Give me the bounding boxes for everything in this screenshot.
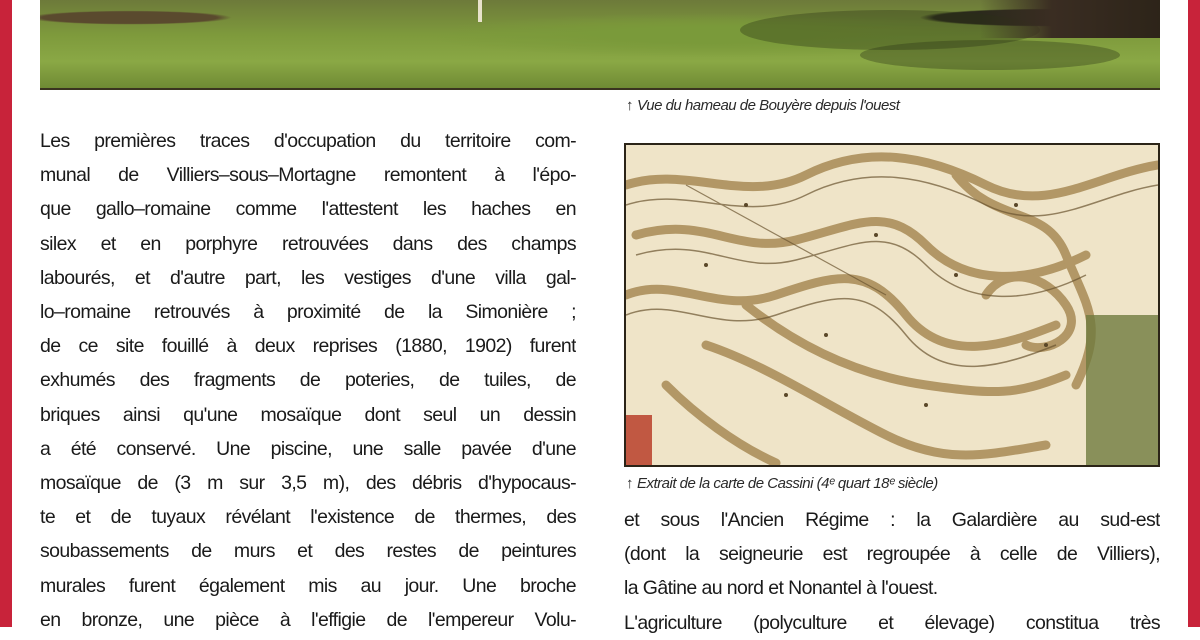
text-line: munal de Villiers–sous–Mortagne remontent à l'épo- bbox=[40, 164, 576, 187]
left-text-column bbox=[40, 124, 576, 637]
text-line: labourés, et d'autre part, les vestiges d'une villa gal- bbox=[40, 266, 576, 289]
up-arrow-icon: ↑ bbox=[626, 97, 633, 114]
text-line: L'agriculture (polyculture et élevage) constitua très bbox=[624, 611, 1160, 634]
right-paragraph bbox=[624, 503, 1160, 640]
text-line: (dont la seigneurie est regroupée à celle de Villiers), bbox=[624, 543, 1160, 566]
photo-caption bbox=[626, 97, 899, 114]
red-frame-left bbox=[0, 0, 12, 627]
text-line: en bronze, une pièce à l'effigie de l'empereur Volu- bbox=[40, 608, 576, 631]
cassini-map-image bbox=[624, 143, 1160, 467]
left-paragraph bbox=[40, 124, 576, 637]
text-line: soubassements de murs et des restes de peintures bbox=[40, 540, 576, 563]
hamlet-photo bbox=[40, 0, 1160, 90]
text-line: de ce site fouillé à deux reprises (1880, 1902) furent bbox=[40, 335, 576, 358]
up-arrow-icon: ↑ bbox=[626, 475, 633, 492]
map-caption bbox=[626, 475, 938, 492]
text-line: a été conservé. Une piscine, une salle pavée d'une bbox=[40, 437, 576, 460]
map-drawing bbox=[626, 145, 1158, 465]
text-line: mosaïque de (3 m sur 3,5 m), des débris d'hypocaus- bbox=[40, 472, 576, 495]
right-text-column bbox=[624, 503, 1160, 640]
red-frame-right bbox=[1188, 0, 1200, 627]
text-line: Les premières traces d'occupation du territoire com- bbox=[40, 130, 576, 152]
text-line: exhumés des fragments de poteries, de tuiles, de bbox=[40, 369, 576, 392]
text-line: silex et en porphyre retrouvées dans des champs bbox=[40, 232, 576, 255]
text-line: que gallo–romaine comme l'attestent les haches en bbox=[40, 198, 576, 221]
text-line: lo–romaine retrouvés à proximité de la Simonière ; bbox=[40, 301, 576, 324]
text-line: et sous l'Ancien Régime : la Galardière au sud-est bbox=[624, 509, 1160, 531]
text-line: murales furent également mis au jour. Une broche bbox=[40, 574, 576, 597]
photo-caption-text: Vue du hameau de Bouyère depuis l'ouest bbox=[637, 97, 900, 114]
text-line: la Gâtine au nord et Nonantel à l'ouest. bbox=[624, 577, 938, 600]
map-caption-text: Extrait de la carte de Cassini (4ᵉ quart 18ᵉ siècle) bbox=[637, 475, 938, 492]
text-line: briques ainsi qu'une mosaïque dont seul un dessin bbox=[40, 403, 576, 426]
text-line: te et de tuyaux révélant l'existence de thermes, des bbox=[40, 506, 576, 529]
